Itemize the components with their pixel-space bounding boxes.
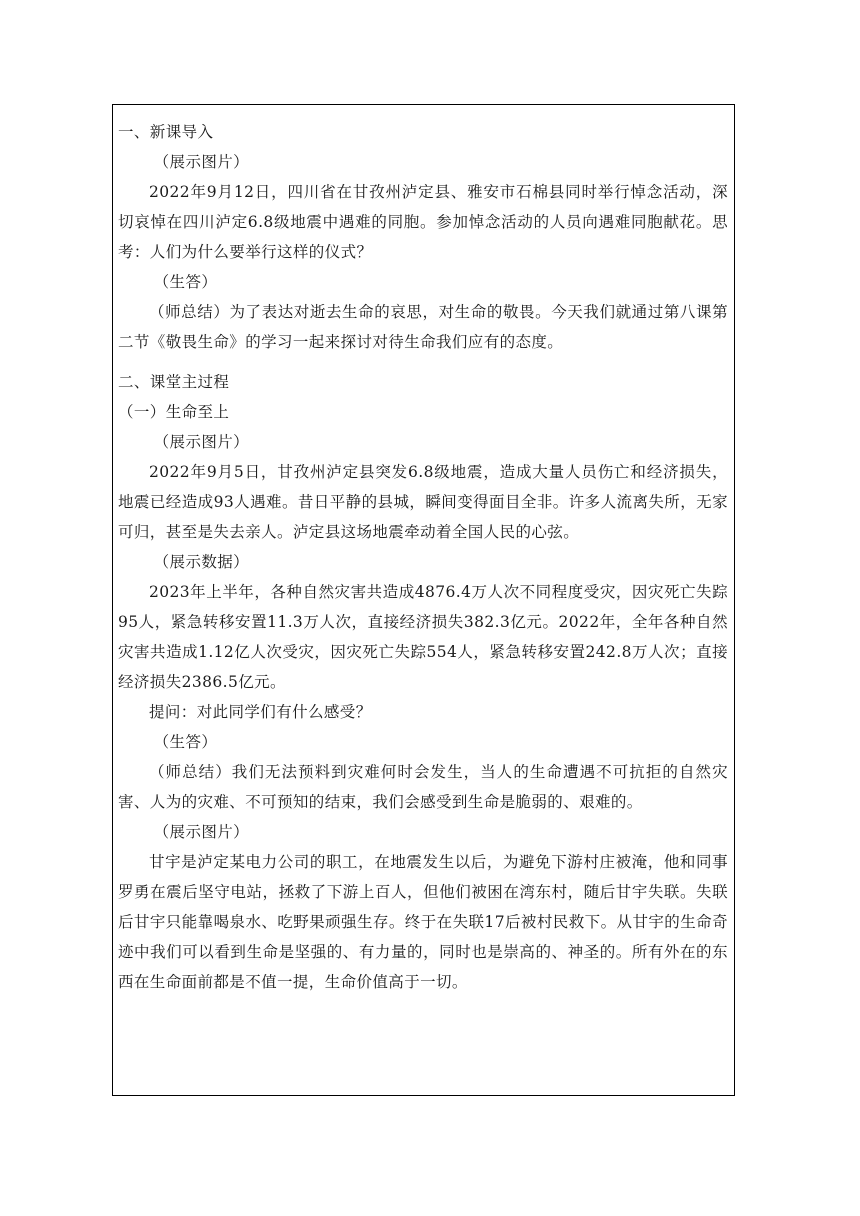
paragraph-question: 提问：对此同学们有什么感受？ (149, 703, 372, 721)
cue-show-data: （展示数据） (153, 553, 250, 571)
paragraph-earthquake: 2022年9月5日，甘孜州泸定县突发6.8级地震，造成大量人员伤亡和经济损失，地震已经造成93人遇难。昔日平静的县城，瞬间变得面目全非。许多人流离失所，无家可归，甚至是失去亲人。泸定县这场地震牵动着全国人民的心弦。 (118, 463, 728, 541)
paragraph-teacher-summary: （师总结）我们无法预料到灾难何时会发生，当人的生命遭遇不可抗拒的自然灾害、人为的灾难、不可预知的结束，我们会感受到生命是脆弱的、艰难的。 (118, 763, 728, 811)
subsection-heading-life-supreme: （一）生命至上 (118, 403, 230, 421)
lesson-content (118, 117, 728, 997)
paragraph-gan-yu-story: 甘宇是泸定某电力公司的职工，在地震发生以后，为避免下游村庄被淹，他和同事罗勇在震后坚守电站，拯救了下游上百人，但他们被困在湾东村，随后甘宇失联。失联后甘宇只能靠喝泉水、吃野果顽强生存。终于在失联17后被村民救下。从甘宇的生命奇迹中我们可以看到生命是坚强的、有力量的，同时也是崇高的、神圣的。所有外在的东西在生命面前都是不值一提，生命价值高于一切。 (118, 853, 728, 991)
cue-show-image: （展示图片） (153, 823, 250, 841)
cue-student-answer: （生答） (153, 273, 218, 291)
paragraph-teacher-summary: （师总结）为了表达对逝去生命的哀思，对生命的敬畏。今天我们就通过第八课第二节《敬畏生命》的学习一起来探讨对待生命我们应有的态度。 (118, 303, 728, 351)
section-heading-intro: 一、新课导入 (118, 123, 214, 141)
cue-show-image: （展示图片） (153, 153, 250, 171)
paragraph-disaster-statistics: 2023年上半年，各种自然灾害共造成4876.4万人次不同程度受灾，因灾死亡失踪95人，紧急转移安置11.3万人次，直接经济损失382.3亿元。2022年，全年各种自然灾害共造成1.12亿人次受灾，因灾死亡失踪554人，紧急转移安置242.8万人次；直接经济损失2386.5亿元。 (118, 583, 728, 691)
paragraph-memorial: 2022年9月12日，四川省在甘孜州泸定县、雅安市石棉县同时举行悼念活动，深切哀悼在四川泸定6.8级地震中遇难的同胞。参加悼念活动的人员向遇难同胞献花。思考：人们为什么要举行这样的仪式？ (118, 183, 728, 261)
cue-show-image: （展示图片） (153, 433, 250, 451)
section-heading-main-process: 二、课堂主过程 (118, 373, 230, 391)
cue-student-answer: （生答） (153, 733, 218, 751)
